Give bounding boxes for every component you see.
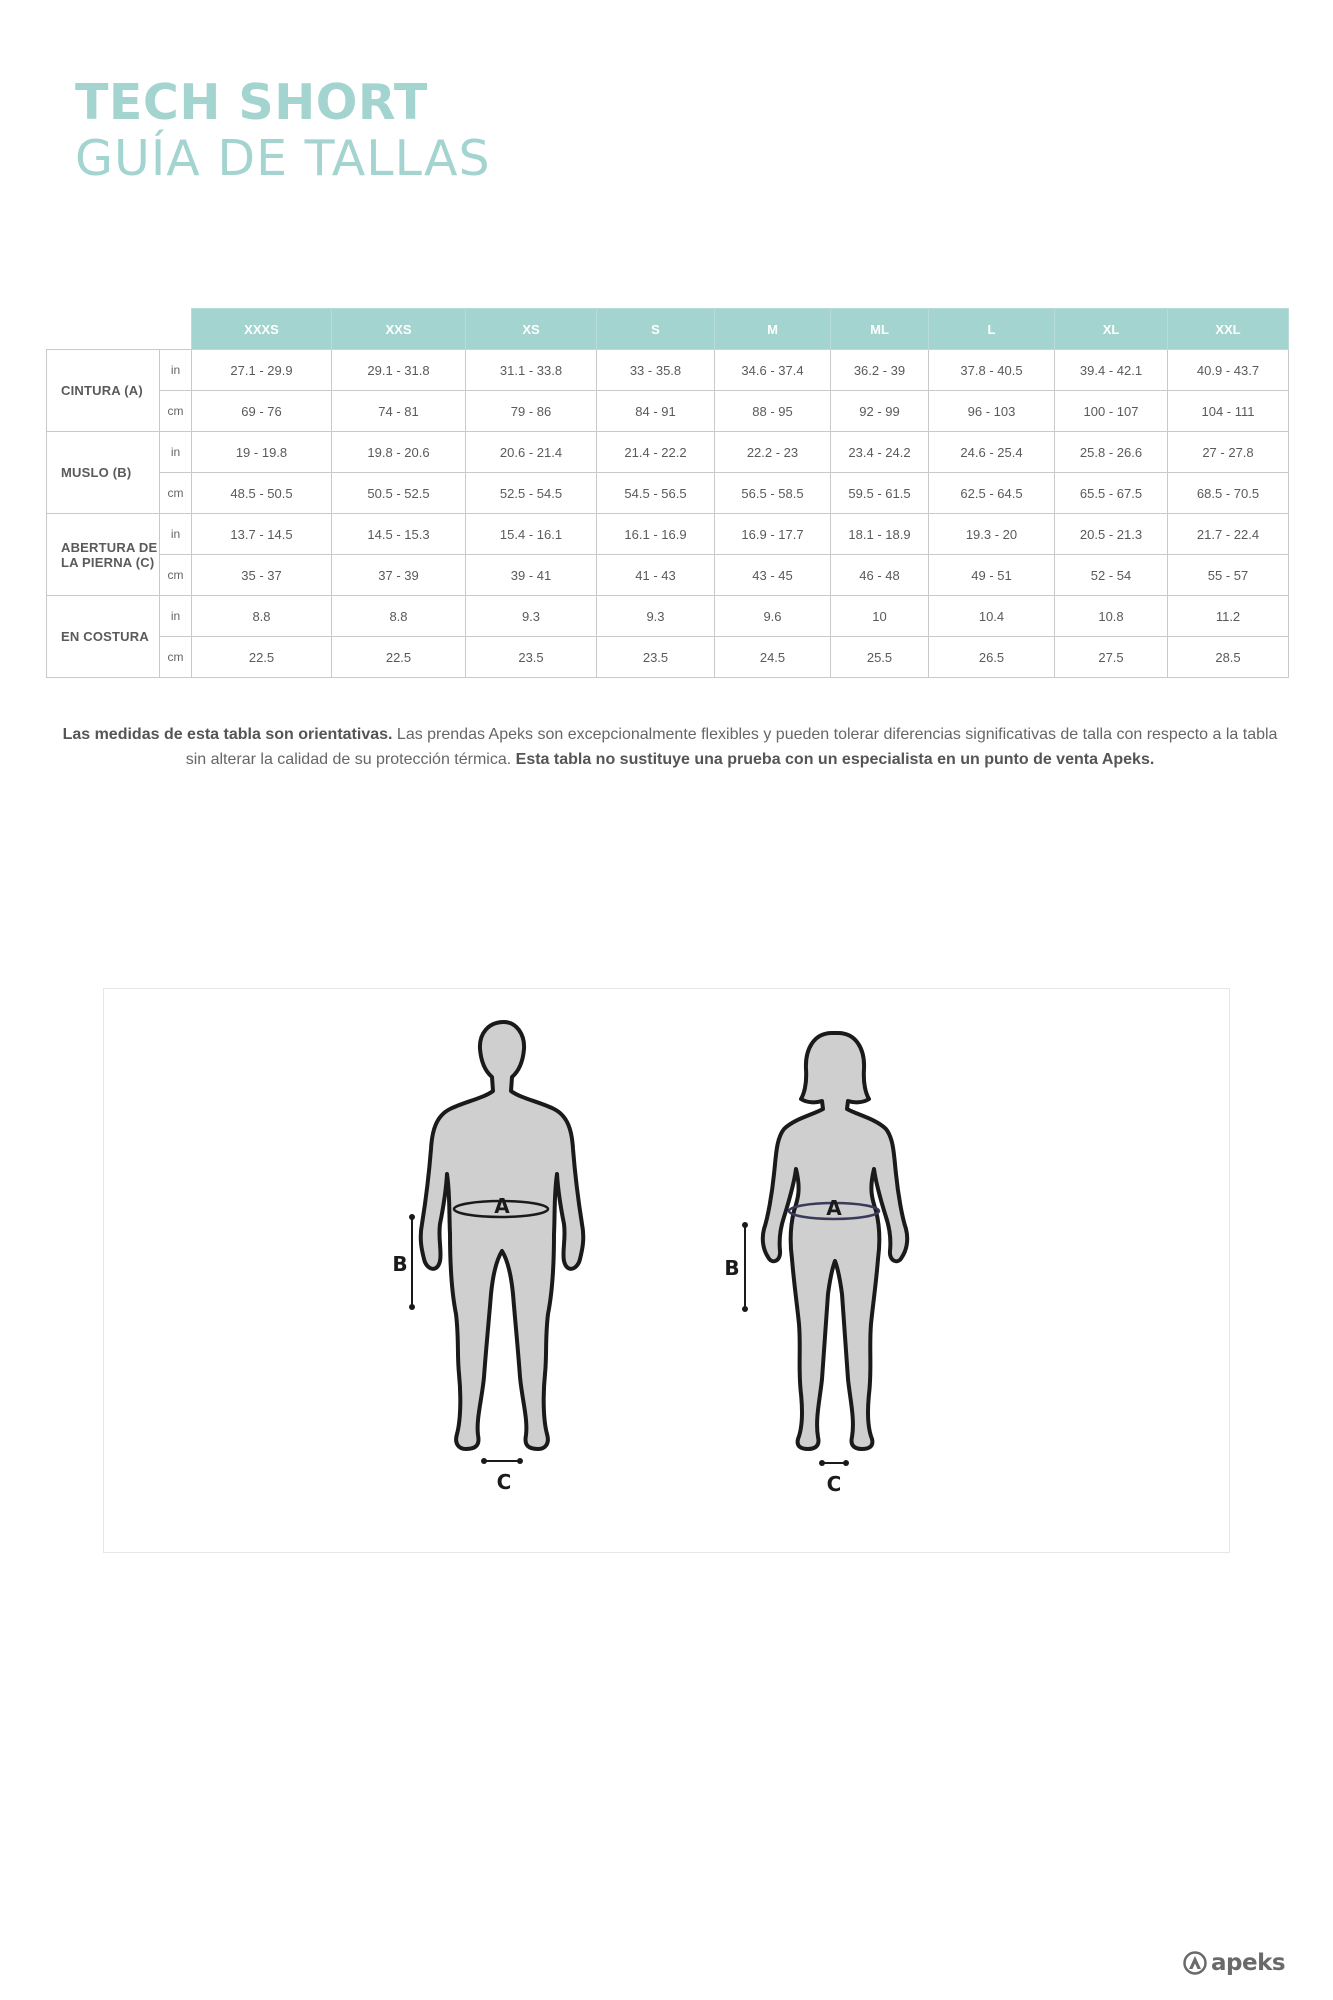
size-value-cell: 79 - 86 [466, 391, 597, 432]
size-value-cell: 43 - 45 [715, 555, 831, 596]
size-value-cell: 20.6 - 21.4 [466, 432, 597, 473]
male-silhouette [392, 1022, 583, 1494]
size-value-cell: 31.1 - 33.8 [466, 350, 597, 391]
size-value-cell: 88 - 95 [715, 391, 831, 432]
size-value-cell: 9.3 [466, 596, 597, 637]
measure-label [47, 596, 160, 678]
size-value-cell: 18.1 - 18.9 [831, 514, 929, 555]
body-silhouettes [104, 989, 1229, 1552]
size-value-cell: 10.8 [1055, 596, 1168, 637]
title-product: TECH SHORT [75, 74, 428, 131]
size-value-cell: 25.8 - 26.6 [1055, 432, 1168, 473]
size-header: XL [1055, 309, 1168, 350]
size-value-cell: 22.5 [192, 637, 332, 678]
size-value-cell: 14.5 - 15.3 [332, 514, 466, 555]
size-value-cell: 16.9 - 17.7 [715, 514, 831, 555]
size-value-cell: 37 - 39 [332, 555, 466, 596]
size-value-cell: 27.1 - 29.9 [192, 350, 332, 391]
male-label-a: A [494, 1194, 510, 1218]
table-row [47, 391, 1289, 432]
unit-label: in [160, 432, 192, 473]
measure-label-text: CINTURA (A) [61, 383, 143, 398]
size-value-cell: 9.3 [597, 596, 715, 637]
size-value-cell: 92 - 99 [831, 391, 929, 432]
size-value-cell: 39 - 41 [466, 555, 597, 596]
male-hem-dot [517, 1458, 523, 1464]
size-value-cell: 21.4 - 22.2 [597, 432, 715, 473]
size-header: XXXS [192, 309, 332, 350]
size-value-cell: 8.8 [332, 596, 466, 637]
table-row [47, 514, 1289, 555]
size-value-cell: 11.2 [1168, 596, 1289, 637]
logo-text: apeks [1211, 1950, 1286, 1976]
female-label-b: B [724, 1256, 740, 1280]
size-value-cell: 59.5 - 61.5 [831, 473, 929, 514]
measure-label [47, 350, 160, 432]
measure-label [47, 432, 160, 514]
size-value-cell: 35 - 37 [192, 555, 332, 596]
unit-label: cm [160, 555, 192, 596]
measure-label-text: EN COSTURA [61, 629, 149, 644]
female-hem-dot [819, 1460, 825, 1466]
size-value-cell: 49 - 51 [929, 555, 1055, 596]
table-row [47, 637, 1289, 678]
female-silhouette [724, 1033, 907, 1496]
note-text: Las prendas Apeks son excepcionalmente flexibles y pueden tolerar diferencias significativas de talla con respecto a la tabla sin alterar la calidad de su protección térmica. [185, 726, 1278, 768]
size-value-cell: 28.5 [1168, 637, 1289, 678]
size-value-cell: 23.5 [597, 637, 715, 678]
size-value-cell: 40.9 - 43.7 [1168, 350, 1289, 391]
unit-label: cm [160, 391, 192, 432]
size-value-cell: 100 - 107 [1055, 391, 1168, 432]
page-title [75, 74, 491, 187]
table-row [47, 350, 1289, 391]
size-value-cell: 84 - 91 [597, 391, 715, 432]
size-value-cell: 21.7 - 22.4 [1168, 514, 1289, 555]
size-value-cell: 48.5 - 50.5 [192, 473, 332, 514]
size-value-cell: 41 - 43 [597, 555, 715, 596]
size-value-cell: 52 - 54 [1055, 555, 1168, 596]
size-value-cell: 37.8 - 40.5 [929, 350, 1055, 391]
title-subtitle: GUÍA DE TALLAS [75, 130, 491, 187]
apeks-logo-icon [1183, 1951, 1207, 1975]
male-hem-dot [481, 1458, 487, 1464]
size-value-cell: 27 - 27.8 [1168, 432, 1289, 473]
size-value-cell: 23.5 [466, 637, 597, 678]
size-value-cell: 20.5 - 21.3 [1055, 514, 1168, 555]
female-thigh-dot [742, 1306, 748, 1312]
measure-label [47, 514, 160, 596]
size-value-cell: 69 - 76 [192, 391, 332, 432]
size-value-cell: 96 - 103 [929, 391, 1055, 432]
size-value-cell: 68.5 - 70.5 [1168, 473, 1289, 514]
header-spacer [47, 309, 160, 350]
size-header-row [47, 309, 1289, 350]
apeks-logo [1183, 1950, 1285, 1976]
male-thigh-dot [409, 1304, 415, 1310]
size-value-cell: 13.7 - 14.5 [192, 514, 332, 555]
size-value-cell: 16.1 - 16.9 [597, 514, 715, 555]
size-value-cell: 54.5 - 56.5 [597, 473, 715, 514]
measure-label-text: MUSLO (B) [61, 465, 132, 480]
female-hem-dot [843, 1460, 849, 1466]
size-value-cell: 27.5 [1055, 637, 1168, 678]
header-spacer [160, 309, 192, 350]
size-header: ML [831, 309, 929, 350]
table-row [47, 555, 1289, 596]
female-body-shape [763, 1033, 907, 1449]
male-label-b: B [392, 1252, 408, 1276]
note-bold-1: Las medidas de esta tabla son orientativas. [62, 726, 393, 743]
size-value-cell: 34.6 - 37.4 [715, 350, 831, 391]
size-value-cell: 24.5 [715, 637, 831, 678]
unit-label: cm [160, 473, 192, 514]
note-bold-2: Esta tabla no sustituye una prueba con un especialista en un punto de venta Apeks. [515, 751, 1155, 768]
size-value-cell: 26.5 [929, 637, 1055, 678]
unit-label: cm [160, 637, 192, 678]
size-value-cell: 46 - 48 [831, 555, 929, 596]
male-body-shape [421, 1022, 584, 1449]
table-row [47, 596, 1289, 637]
size-value-cell: 65.5 - 67.5 [1055, 473, 1168, 514]
size-value-cell: 22.5 [332, 637, 466, 678]
table-row [47, 432, 1289, 473]
measure-label-line: LA PIERNA (C) [61, 554, 155, 570]
unit-label: in [160, 350, 192, 391]
male-label-c: C [496, 1470, 512, 1494]
size-value-cell: 8.8 [192, 596, 332, 637]
size-value-cell: 55 - 57 [1168, 555, 1289, 596]
female-label-a: A [826, 1196, 842, 1220]
size-value-cell: 33 - 35.8 [597, 350, 715, 391]
size-value-cell: 15.4 - 16.1 [466, 514, 597, 555]
size-value-cell: 29.1 - 31.8 [332, 350, 466, 391]
size-value-cell: 9.6 [715, 596, 831, 637]
size-value-cell: 22.2 - 23 [715, 432, 831, 473]
size-value-cell: 104 - 111 [1168, 391, 1289, 432]
size-value-cell: 36.2 - 39 [831, 350, 929, 391]
size-value-cell: 19 - 19.8 [192, 432, 332, 473]
size-header: S [597, 309, 715, 350]
size-value-cell: 74 - 81 [332, 391, 466, 432]
size-header: XXL [1168, 309, 1289, 350]
measure-label-line: ABERTURA DE [61, 539, 158, 555]
unit-label: in [160, 514, 192, 555]
table-row [47, 473, 1289, 514]
unit-label: in [160, 596, 192, 637]
size-value-cell: 10 [831, 596, 929, 637]
female-label-c: C [826, 1472, 842, 1496]
size-value-cell: 10.4 [929, 596, 1055, 637]
size-value-cell: 50.5 - 52.5 [332, 473, 466, 514]
size-value-cell: 19.3 - 20 [929, 514, 1055, 555]
size-header: XXS [332, 309, 466, 350]
size-header: L [929, 309, 1055, 350]
size-header: M [715, 309, 831, 350]
size-value-cell: 25.5 [831, 637, 929, 678]
size-value-cell: 24.6 - 25.4 [929, 432, 1055, 473]
size-chart-table [46, 308, 1289, 678]
size-value-cell: 39.4 - 42.1 [1055, 350, 1168, 391]
size-value-cell: 19.8 - 20.6 [332, 432, 466, 473]
size-value-cell: 62.5 - 64.5 [929, 473, 1055, 514]
size-header: XS [466, 309, 597, 350]
body-measurement-figure [103, 988, 1230, 1553]
female-thigh-dot [742, 1222, 748, 1228]
size-value-cell: 56.5 - 58.5 [715, 473, 831, 514]
male-thigh-dot [409, 1214, 415, 1220]
disclaimer-note [60, 722, 1280, 772]
size-value-cell: 52.5 - 54.5 [466, 473, 597, 514]
size-value-cell: 23.4 - 24.2 [831, 432, 929, 473]
